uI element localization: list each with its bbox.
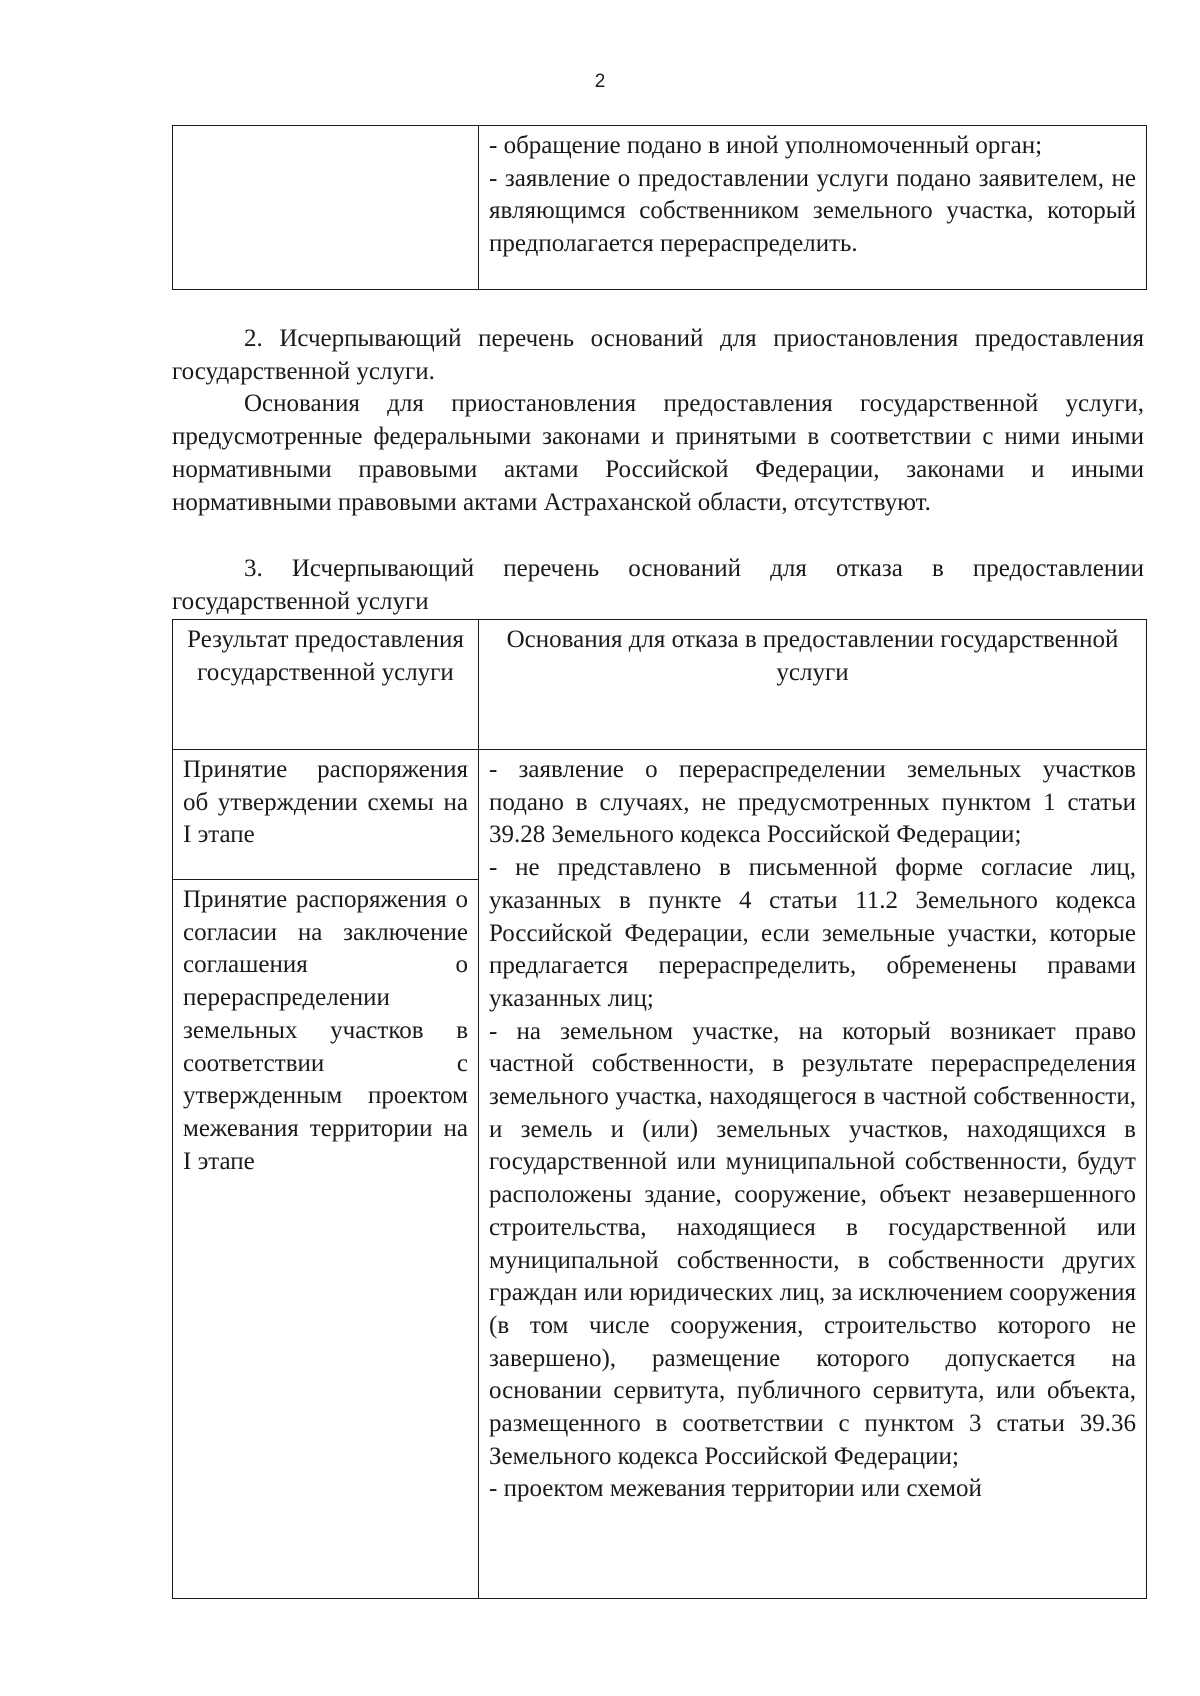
refusal-grounds-table xyxy=(172,619,1147,1599)
header-result: Результат предоставления государственной услуги xyxy=(173,620,479,750)
result-cell-agreement-consent: Принятие распоряжения о согласии на заключение соглашения о перераспределении земельных участков в соответствии с утвержденным проектом межевания территории на I этапе xyxy=(173,880,479,1599)
empty-left-cell xyxy=(173,126,479,290)
continued-table xyxy=(172,125,1147,290)
result-cell-scheme-approval: Принятие распоряжения об утверждении схемы на I этапе xyxy=(173,750,479,880)
header-grounds: Основания для отказа в предоставлении государственной услуги xyxy=(479,620,1147,750)
refusal-continuation-cell xyxy=(479,126,1147,290)
list-item: - не представлено в письменной форме согласие лиц, указанных в пункте 4 статьи 11.2 Земельного кодекса Российской Федерации, если земельные участки, которые предлагается перераспределить, обременены правами указанных лиц; xyxy=(489,854,1136,1012)
list-item: - обращение подано в иной уполномоченный орган; xyxy=(489,132,1043,159)
grounds-cell xyxy=(479,750,1147,1599)
list-item: - на земельном участке, на который возникает право частной собственности, в результате перераспределения земельного участка, находящегося в частной собственности, и земель и (или) земельных участков, находящихся в государственной или муниципальной собственности, будут расположены здание, сооружение, объект незавершенного строительства, находящиеся в государственной или муниципальной собственности, в собственности других граждан или юридических лиц, за исключением сооружения (в том числе сооружения, строительство которого не завершено), размещение которого допускается на основании сервитута, публичного сервитута, или объекта, размещенного в соответствии с пунктом 3 статьи 39.36 Земельного кодекса Российской Федерации; xyxy=(489,1017,1136,1470)
section-2-body: Основания для приостановления предоставления государственной услуги, предусмотренные федеральными законами и принятыми в соответствии с ними иными нормативными правовыми актами Российской Федерации, законами и иными нормативными правовыми актами Астраханской области, отсутствуют. xyxy=(172,390,1144,516)
list-item: - проектом межевания территории или схемой xyxy=(489,1475,982,1503)
list-item: - заявление о предоставлении услуги подано заявителем, не являющимся собственником земельного участка, который предполагается перераспределить. xyxy=(489,164,1136,258)
section-2-heading: 2. Исчерпывающий перечень оснований для приостановления предоставления государственной услуги. xyxy=(172,325,1144,385)
page-number: 2 xyxy=(594,71,606,92)
section-2 xyxy=(172,323,1144,519)
list-item: - заявление о перераспределении земельных участков подано в случаях, не предусмотренных пунктом 1 статьи 39.28 Земельного кодекса Российской Федерации; xyxy=(489,756,1136,849)
section-3-heading: 3. Исчерпывающий перечень оснований для отказа в предоставлении государственной услуги xyxy=(172,555,1144,615)
